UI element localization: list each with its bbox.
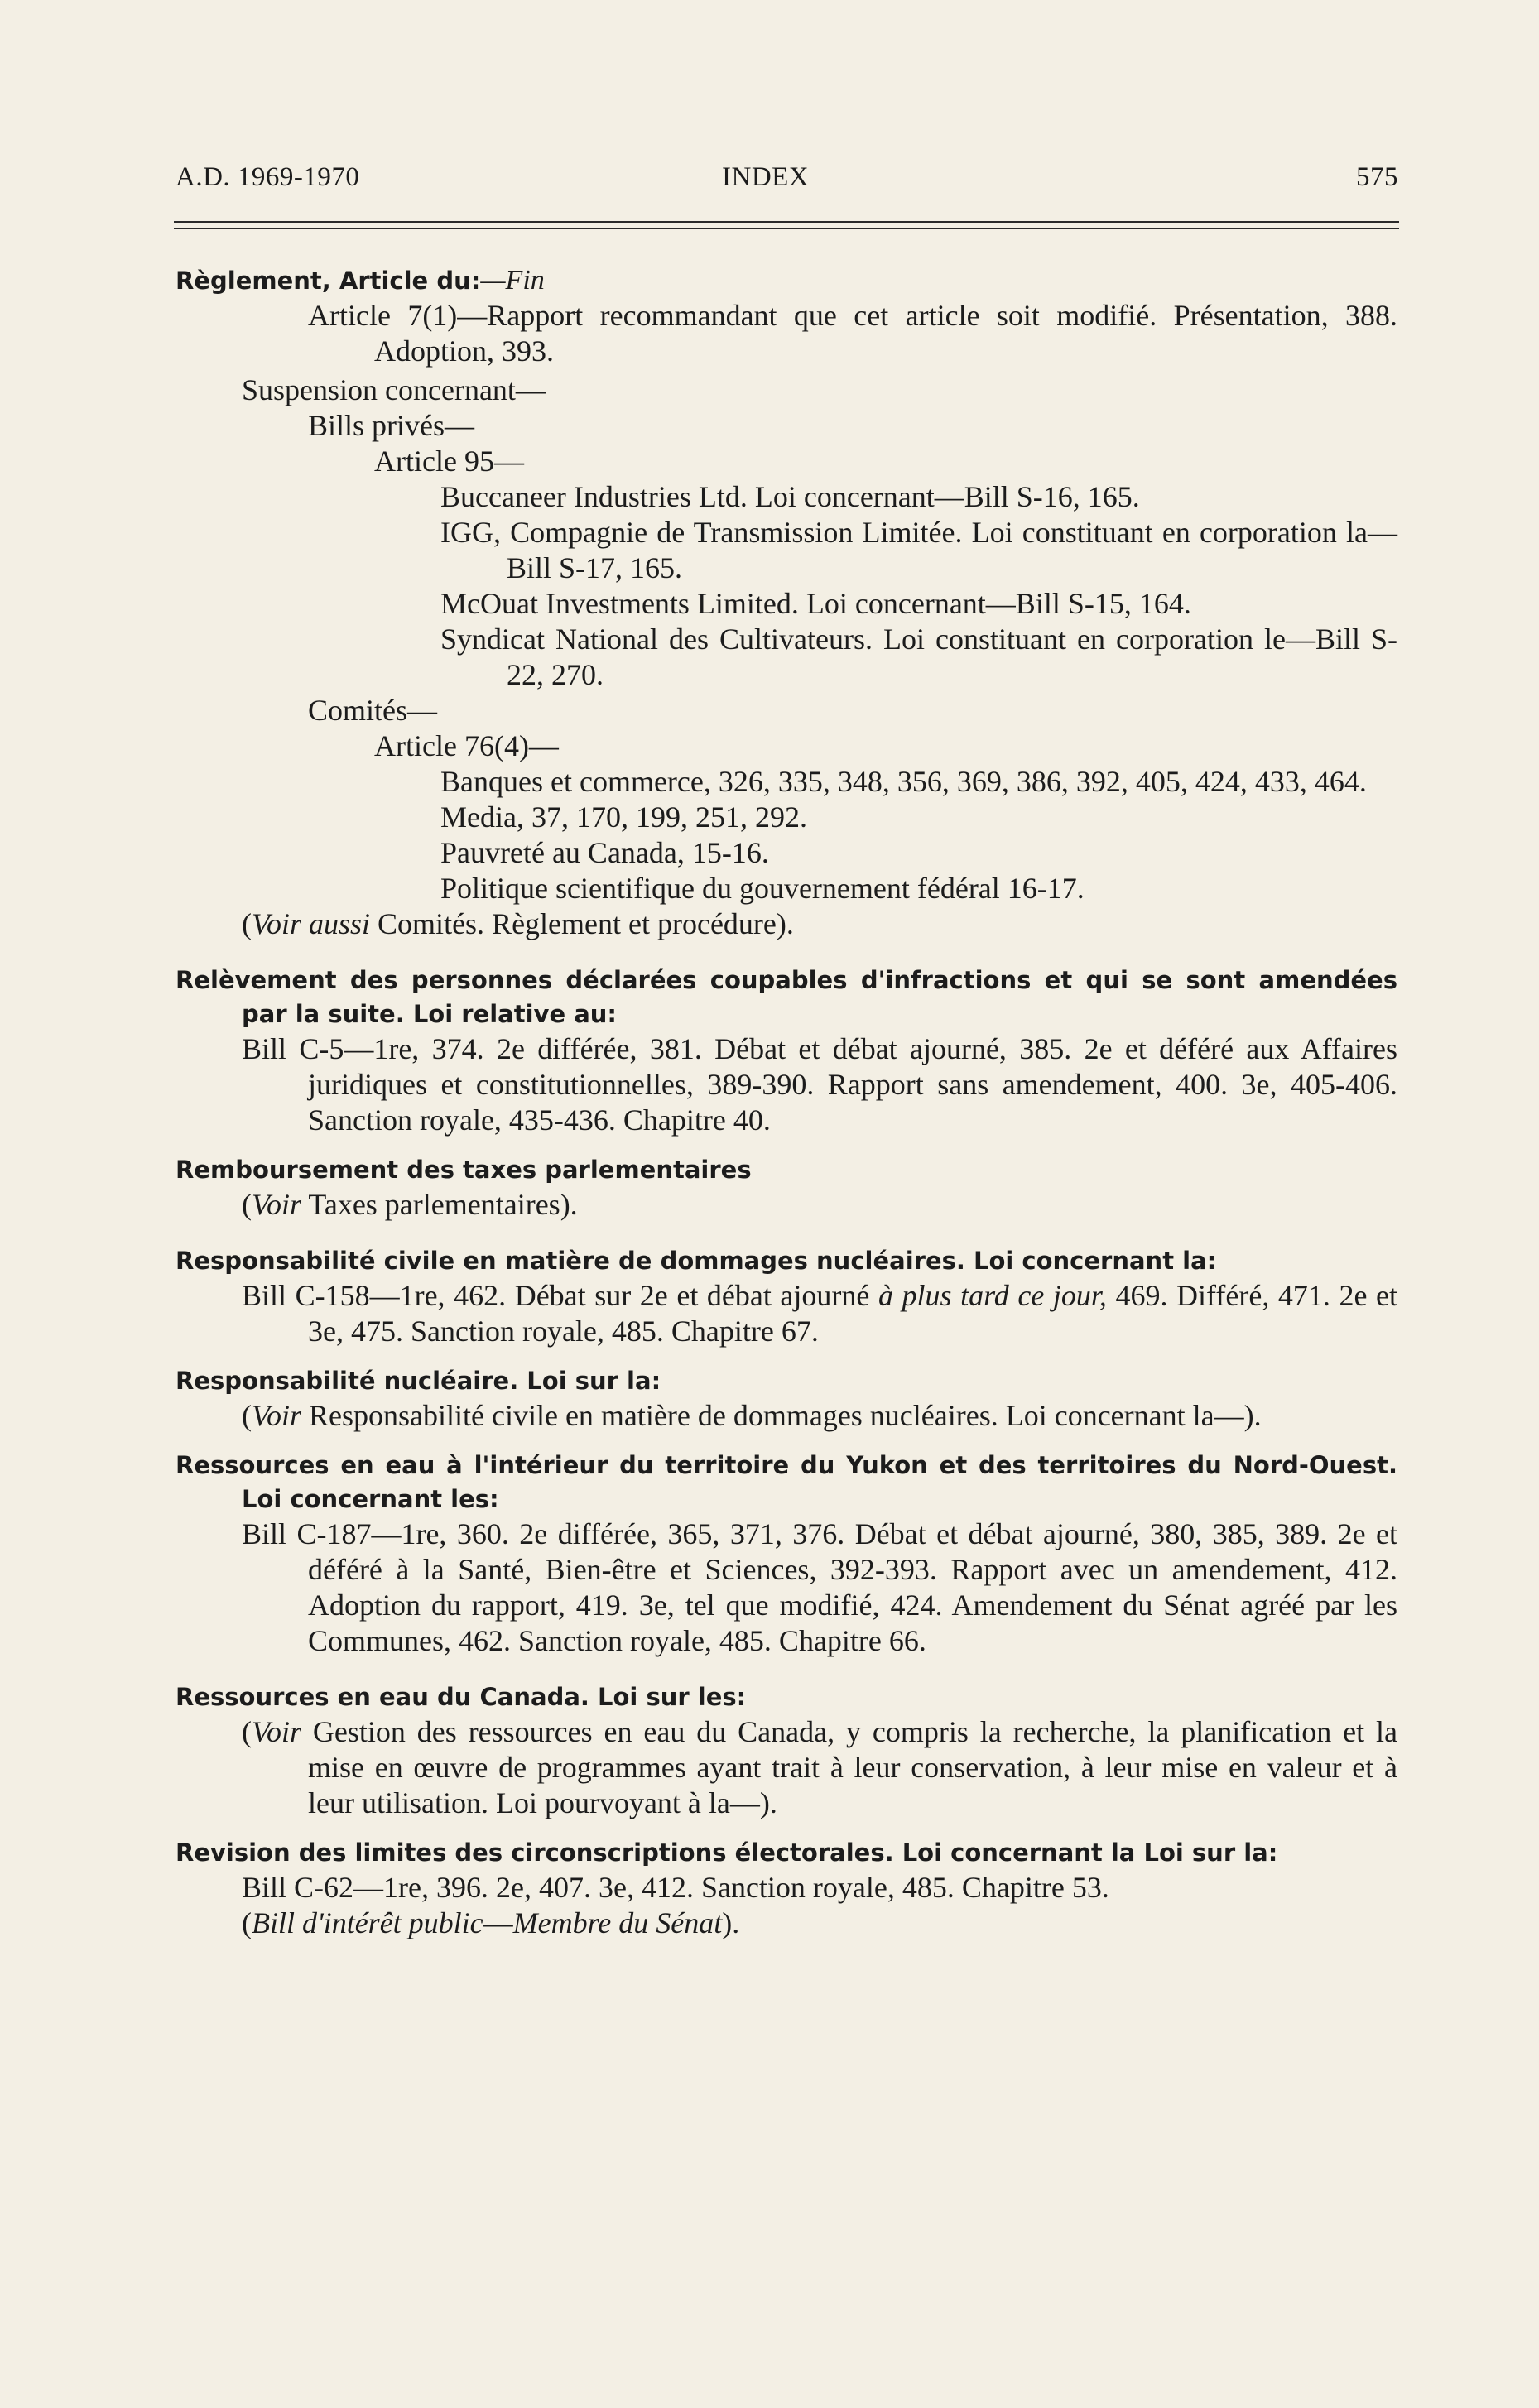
body-text: 469. Différé, 471. 2e et 3e, 475. Sanction royale, 485. Chapitre 67.	[308, 1279, 1397, 1348]
subentry-item: Banques et commerce, 326, 335, 348, 356, 369, 386, 392, 405, 424, 433, 464.	[440, 765, 1367, 798]
note-dash: —	[483, 1906, 513, 1939]
subentry-article-7-1: Article 7(1)—Rapport recommandant que cet article soit modifié. Présentation, 388. Adoption, 393.	[308, 299, 1397, 368]
cross-ref-text: Responsabilité civile en matière de dommages nucléaires. Loi concernant la—).	[301, 1399, 1262, 1432]
header-years: A.D. 1969-1970	[176, 162, 360, 192]
entry-heading-reglement	[176, 263, 1397, 298]
entry-body-revision: Bill C-62—1re, 396. 2e, 407. 3e, 412. Sanction royale, 485. Chapitre 53.	[242, 1871, 1109, 1904]
subentry-item: IGG, Compagnie de Transmission Limitée. Loi constituant en corporation la—Bill S-17, 165.	[440, 516, 1397, 584]
subentry-item: Syndicat National des Cultivateurs. Loi constituant en corporation le—Bill S-22, 270.	[440, 622, 1397, 691]
subentry-bills-prives: Bills privés—	[308, 409, 475, 442]
entry-body-responsabilite-civile	[176, 1278, 1397, 1349]
entry-heading-responsabilite-nucleaire: Responsabilité nucléaire. Loi sur la:	[176, 1367, 661, 1395]
cross-ref-label: Voir	[252, 1188, 302, 1221]
note-italic: Membre du Sénat	[512, 1906, 723, 1939]
subentry-item: Pauvreté au Canada, 15-16.	[440, 836, 769, 869]
cross-ref-label: Voir aussi	[252, 907, 371, 940]
header-rule-top	[174, 221, 1399, 223]
header-rule-bottom	[174, 228, 1399, 229]
cross-ref-text: Comités. Règlement et procédure).	[370, 907, 794, 940]
entry-note-revision: (Bill d'intérêt public—Membre du Sénat).	[242, 1906, 740, 1939]
subentry-article-95: Article 95—	[374, 445, 524, 478]
entry-body-relevement: Bill C-5—1re, 374. 2e différée, 381. Débat et débat ajourné, 385. 2e et déféré aux Affaires juridiques et constitutionnelles, 389-390. Rapport sans amendement, 400. 3e, 405-406. Sanction royale, 435-436. Chapitre 40.	[242, 1032, 1397, 1137]
heading-text: Règlement, Article du:	[176, 267, 481, 295]
entry-heading-ressources-yukon: Ressources en eau à l'intérieur du territoire du Yukon et des territoires du Nord-Ouest. Loi concernant les:	[176, 1451, 1397, 1513]
cross-ref-label: Voir	[252, 1715, 302, 1748]
note-italic: Bill d'intérêt public	[252, 1906, 483, 1939]
header-title: INDEX	[722, 162, 810, 192]
body-italic: à plus tard ce jour,	[878, 1279, 1107, 1312]
subentry-item: Media, 37, 170, 199, 251, 292.	[440, 800, 807, 834]
index-content	[176, 263, 1397, 1941]
cross-ref-open: (	[242, 907, 252, 940]
cross-ref-label: Voir	[252, 1399, 302, 1432]
entry-heading-revision: Revision des limites des circonscriptions électorales. Loi concernant la Loi sur la:	[176, 1838, 1278, 1867]
subentry-comites: Comités—	[308, 694, 438, 727]
subentry-article-76-4: Article 76(4)—	[374, 729, 559, 762]
heading-suffix: —Fin	[480, 265, 545, 296]
entry-heading-ressources-canada: Ressources en eau du Canada. Loi sur les:	[176, 1683, 747, 1711]
cross-ref-text: Gestion des ressources en eau du Canada, y compris la recherche, la planification et la mise en œuvre de programmes ayant trait à leur conservation, à leur mise en valeur et à leur utilisation. Loi pourvoyant à la—).	[301, 1715, 1397, 1819]
cross-reference: (Voir Responsabilité civile en matière de dommages nucléaires. Loi concernant la—).	[242, 1399, 1262, 1432]
body-text: Bill C-158—1re, 462. Débat sur 2e et débat ajourné	[242, 1279, 878, 1312]
subentry-item: Buccaneer Industries Ltd. Loi concernant—Bill S-16, 165.	[440, 480, 1140, 513]
entry-body-ressources-yukon: Bill C-187—1re, 360. 2e différée, 365, 371, 376. Débat et débat ajourné, 380, 385, 389. 2e et déféré à la Santé, Bien-être et Sciences, 392-393. Rapport avec un amendement, 412. Adoption du rapport, 419. 3e, tel que modifié, 424. Amendement du Sénat agréé par les Communes, 462. Sanction royale, 485. Chapitre 66.	[242, 1517, 1397, 1657]
note-close: ).	[722, 1906, 740, 1939]
subentry-item: Politique scientifique du gouvernement fédéral 16-17.	[440, 872, 1085, 905]
cross-reference: (Voir Taxes parlementaires).	[242, 1188, 578, 1221]
entry-heading-remboursement: Remboursement des taxes parlementaires	[176, 1156, 752, 1184]
subentry-suspension: Suspension concernant—	[242, 373, 546, 406]
cross-reference	[176, 906, 1397, 942]
subentry-item: McOuat Investments Limited. Loi concernant—Bill S-15, 164.	[440, 587, 1191, 620]
entry-heading-responsabilite-civile: Responsabilité civile en matière de dommages nucléaires. Loi concernant la:	[176, 1247, 1217, 1275]
page-number: 575	[1356, 162, 1398, 192]
cross-ref-text: Taxes parlementaires).	[301, 1188, 578, 1221]
page-header	[176, 162, 1398, 202]
entry-heading-relevement: Relèvement des personnes déclarées coupables d'infractions et qui se sont amendées par la suite. Loi relative au:	[176, 966, 1397, 1028]
cross-reference: (Voir Gestion des ressources en eau du Canada, y compris la recherche, la planification et la mise en œuvre de programmes ayant trait à leur conservation, à leur mise en valeur et à leur utilisation. Loi pourvoyant à la—).	[242, 1715, 1397, 1819]
